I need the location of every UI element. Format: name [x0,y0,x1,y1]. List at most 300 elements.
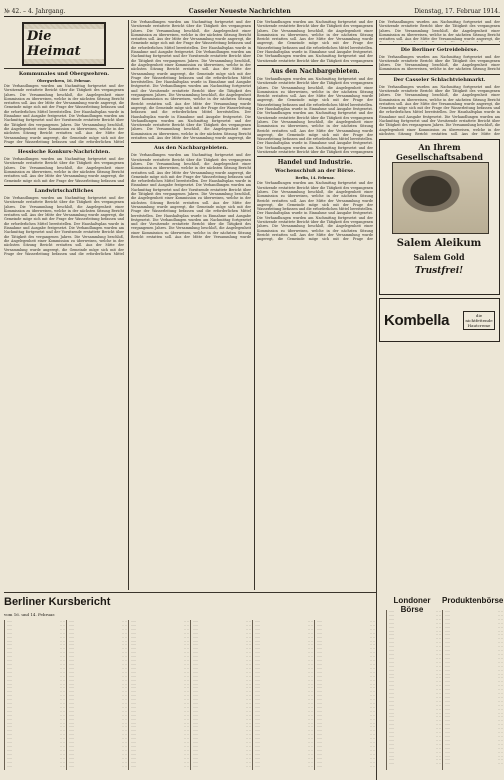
table-row: ····· ·· ·· [389,694,441,699]
table-row: ····· ·· ·· [255,708,313,713]
paper-title: Casseler Neueste Nachrichten [188,7,291,15]
table-row: ····· ·· ·· [389,675,441,680]
table-row: ····· ·· ·· [7,712,65,717]
produkten-table [442,610,503,770]
table-row: ····· ·· ·· [445,737,503,742]
table-row: ····· ·· ·· [255,673,313,678]
table-row: ····· ·· ·· [255,763,313,768]
table-row: ····· ·· ·· [445,655,503,660]
table-row: ····· ·· ·· [131,638,189,643]
table-row: ····· ·· ·· [7,736,65,741]
table-row: ····· ·· ·· [445,734,503,738]
table-row: ····· ·· ·· [317,658,375,663]
table-row: ····· ·· ·· [317,689,375,694]
table-row: ····· ·· ·· [193,673,251,678]
table-row: ····· ·· ·· [193,677,251,682]
table-row: ····· ·· ·· [445,761,503,766]
table-row: ····· ·· ·· [389,616,441,621]
table-row: ····· ·· ·· [7,728,65,733]
table-row: ····· ·· ·· [255,740,313,745]
table-row: ····· ·· ·· [255,716,313,721]
table-row: ····· ·· ·· [7,642,65,647]
table-row: ····· ·· ·· [69,669,127,674]
table-row: ····· ·· ·· [445,722,503,727]
stock-table [128,620,189,770]
table-row: ····· ·· ·· [445,675,503,680]
table-row: ····· ·· ·· [445,702,503,707]
table-row: ····· ·· ·· [389,749,441,754]
table-row: ····· ·· ·· [131,716,189,721]
table-row: ····· ·· ·· [193,763,251,768]
table-row: ····· ·· ·· [389,706,441,711]
table-row: ····· ·· ·· [445,718,503,723]
table-row: ····· ·· ·· [7,665,65,670]
table-row: ····· ·· ·· [389,679,441,684]
table-row: ····· ·· ·· [389,663,441,668]
table-row: ····· ·· ·· [69,689,127,694]
article-text: Die Verhandlungen wurden am Nachmittag fortgesetzt und der Vorsitzende erstattete Bericht über die Tätigkeit des vergangenen Jahres. Die Versammlung beschloß, die Angelegenheit einer Kommission zu überweisen, welche in der nächsten Sitzung Bericht erstatten soll. Aus der Mitte der Versammlung wurde angeregt, die Gemeinde möge sich mit der Frage der Wasserleitung befassen und die erforderlichen Mittel bereitstellen. Der Haushaltsplan wurde in Einnahme und Ausgabe festgesetzt. Die Verhandlungen wurden am Nachmittag fortgesetzt und der Vorsitzende erstattete Bericht über die Tätigkeit des vergangenen Jahres. Die Versammlung beschloß, die Angelegenheit einer Kommission zu überweisen, welche in der nächsten Sitzung Bericht erstatten soll. Aus der Mitte der Versammlung wurde angeregt, die Gemeinde möge sich mit der Frage der Wasserleitung befassen und die erforderlichen Mittel bereitstellen. Der Haushaltsplan wurde in Einnahme und Ausgabe festgesetzt. Die Verhandlungen wurden am Nachmittag fortgesetzt und der Vorsitzende erstattete Bericht über die Tätigkeit des vergangenen Jahres. Die Versammlung beschloß, die Angelegenheit einer Kommission zu überweisen, welche in der nächsten Sitzung Bericht erstatten soll. Aus der Mitte der Versammlung wurde angeregt, die Gemeinde möge sich mit der Frage der Wasserleitung befassen und die erforderlichen Mittel bereitstellen. Der Haushaltsplan wurde in Einnahme und Ausgabe festgesetzt. Die Verhandlungen wurden am Nachmittag fortgesetzt und der Vorsitzende erstattete Bericht über die Tätigkeit des vergangenen Jahres. Die Versammlung beschloß, die Angelegenheit einer Kommission zu überweisen, welche in der nächsten Sitzung Bericht erstatten soll. Aus der Mitte der Versammlung wurde angeregt, die [131,20,251,141]
table-row: ····· ·· ·· [69,681,127,686]
table-row: ····· ·· ·· [131,712,189,717]
stock-table [190,620,251,770]
table-row: ····· ·· ·· [69,712,127,717]
table-row: ····· ·· ·· [389,753,441,758]
table-row: ····· ·· ·· [389,667,441,672]
advert-brand-secondary: Salem Gold [413,252,465,263]
table-row: ····· ·· ·· [389,632,441,637]
table-row: ····· ·· ·· [131,763,189,768]
table-row: ····· ·· ·· [255,689,313,694]
table-row: ····· ·· ·· [131,751,189,756]
table-row: ····· ·· ·· [69,716,127,721]
table-row: ····· ·· ·· [445,679,503,684]
table-row: ····· ·· ·· [389,726,441,731]
table-row: ····· ·· ·· [389,691,441,696]
table-row: ····· ·· ·· [193,665,251,670]
table-row: ····· ·· ·· [389,628,441,633]
table-row: ····· ·· ·· [389,610,441,613]
table-row: ····· ·· ·· [255,759,313,764]
table-row: ····· ·· ·· [445,659,503,664]
table-row: ····· ·· ·· [193,646,251,651]
table-row: ····· ·· ·· [317,744,375,748]
table-row: ····· ·· ·· [69,665,127,670]
table-row: ····· ·· ·· [317,704,375,709]
table-row: ····· ·· ·· [131,736,189,741]
table-row: ····· ·· ·· [131,728,189,733]
table-row: ····· ·· ·· [317,634,375,639]
section-heading: Aus den Nachbargebieten. [153,145,229,152]
table-row: ····· ·· ·· [317,716,375,721]
table-row: ····· ·· ·· [193,724,251,729]
table-row: ····· ·· ·· [445,648,503,653]
table-row: ····· ·· ·· [7,708,65,713]
table-row: ····· ·· ·· [445,741,503,746]
table-row: ····· ·· ·· [255,736,313,741]
table-row: ····· ·· ·· [317,646,375,651]
table-row: ····· ·· ·· [317,681,375,686]
table-row: ····· ·· ·· [445,757,503,762]
table-row: ····· ·· ·· [317,728,375,733]
table-row: ····· ·· ·· [317,701,375,706]
table-row: ····· ·· ·· [389,651,441,656]
table-row: ····· ·· ·· [389,683,441,688]
table-row: ····· ·· ·· [317,630,375,635]
table-row: ····· ·· ·· [69,755,127,760]
table-row: ····· ·· ·· [7,620,65,623]
table-row: ····· ·· ·· [131,747,189,752]
table-row: ····· ·· ·· [255,677,313,682]
advert-brand: Salem Aleikum [396,238,482,250]
table-row: ····· ·· ·· [69,724,127,729]
advert-headline: An Ihrem Gesellschaftsabend [396,142,483,163]
table-row: ····· ·· ·· [317,661,375,666]
table-row: ····· ·· ·· [7,720,65,725]
table-row: ····· ·· ·· [193,630,251,635]
table-row: ····· ·· ·· [131,697,189,702]
table-row: ····· ·· ·· [69,720,127,725]
table-row: ····· ·· ·· [389,737,441,742]
column-rule [254,20,255,590]
table-row: ····· ·· ·· [317,755,375,760]
table-row: ····· ·· ·· [389,612,441,617]
table-row: ····· ·· ·· [255,728,313,733]
berlin-kursbericht-title: Berliner Kursbericht [4,596,111,608]
table-row: ····· ·· ·· [255,661,313,666]
table-row: ····· ·· ·· [7,747,65,752]
table-row: ····· ·· ·· [193,708,251,713]
advert-slogan: Trustfrei! [414,266,464,277]
table-row: ····· ·· ·· [131,622,189,627]
table-row: ····· ·· ·· [7,622,65,627]
table-row: ····· ·· ·· [445,651,503,656]
table-row: ····· ·· ·· [317,724,375,729]
table-row: ····· ·· ·· [7,704,65,709]
table-row: ····· ·· ·· [317,740,375,745]
table-row: ····· ·· ·· [389,761,441,766]
section-heading: Kommunales und Obergwehren. [18,71,110,77]
table-row: ····· ·· ·· [389,722,441,727]
table-row: ····· ·· ·· [193,661,251,666]
table-row: ····· ·· ·· [389,741,441,746]
table-row: ····· ·· ·· [255,720,313,725]
table-row: ····· ·· ·· [69,759,127,764]
table-row: ····· ·· ·· [7,673,65,678]
advert-badge: die nichtfettende Hautcreme [463,311,495,330]
table-row: ····· ·· ·· [255,650,313,655]
table-row: ····· ·· ·· [389,730,441,735]
table-row: ····· ·· ·· [7,658,65,663]
table-row: ····· ·· ·· [445,620,503,625]
table-row: ····· ·· ·· [193,642,251,647]
table-row: ····· ·· ·· [7,646,65,651]
table-row: ····· ·· ·· [131,665,189,670]
article-text: Die Verhandlungen wurden am Nachmittag fortgesetzt und der Vorsitzende erstattete Bericht über die Tätigkeit des vergangenen Jahres. Die Versammlung beschloß, die Angelegenheit einer Kommission zu überweisen, welche in der nächsten Sitzung Bericht erstatten soll. Aus der Mitte der Versammlung wurde angeregt, die Gemeinde möge sich mit der Frage der Wasserleitung befassen und die erforderlichen Mittel bereitstellen. Der Haushaltsplan wurde in Einnahme und Ausgabe festgesetzt. Die Verhandlungen wurden am Nachmittag fortgesetzt und der Vorsitzende erstattete Bericht über die Tätigkeit des vergangenen Jahres. Die Versammlung beschloß, die Angelegenheit einer Kommission zu überweisen, welche in der nächsten Sitzung Bericht erstatten soll. Aus der Mitte der Versammlung wurde angeregt, die Gemeinde möge sich mit der Frage der [257,181,373,242]
section-heading: Hessische Konkurs-Nachrichten. [17,149,111,156]
advert-illustration [392,162,489,234]
table-row: ····· ·· ·· [131,646,189,651]
table-row: ····· ·· ·· [445,671,503,676]
table-row: ····· ·· ·· [7,763,65,768]
table-row: ····· ·· ·· [445,612,503,617]
table-row: ····· ·· ·· [69,728,127,733]
table-row: ····· ·· ·· [69,658,127,663]
table-row: ····· ·· ·· [7,751,65,756]
dateline: Obergwehren, 16. Februar. [37,79,91,83]
section-heading: Handel und Industrie. [277,159,353,167]
article-text: Die Verhandlungen wurden am Nachmittag fortgesetzt und der Vorsitzende erstattete Bericht über die Tätigkeit des vergangenen Jahres. Die Versammlung beschloß, die Angelegenheit einer Kommission zu überweisen, welche in der nächsten Sitzung Bericht erstatten soll. Aus der Mitte der Versammlung wurde angeregt, die Gemeinde möge sich mit der Frage der Wasserleitung befassen und die erforderlichen Mittel bereitstellen. Der Haushaltsplan wurde in Einnahme und Ausgabe festgesetzt. Die Verhandlungen wurden am Nachmittag fortgesetzt und der Vorsitzende erstattete Bericht über die Tätigkeit des vergangenen Jahres. Die Versammlung beschloß, die Angelegenheit einer Kommission zu überweisen, welche in der nächsten Sitzung Bericht erstatten soll. Aus der Mitte der Versammlung wurde angeregt, die Gemeinde möge sich mit der Frage der Wasserleitung befassen und die erforderlichen Mittel [4,84,124,144]
table-row: ····· ·· ·· [131,724,189,729]
table-row: ····· ·· ·· [317,638,375,643]
table-row: ····· ·· ·· [7,716,65,721]
table-row: ····· ·· ·· [193,681,251,686]
table-row: ····· ·· ·· [7,650,65,655]
section-heading: Die Berliner Getreidebörse. [400,46,479,53]
table-row: ····· ·· ·· [69,677,127,682]
table-row: ····· ·· ·· [193,720,251,725]
table-row: ····· ·· ·· [131,740,189,745]
table-row: ····· ·· ·· [193,751,251,756]
table-row: ····· ·· ·· [7,669,65,674]
table-row: ····· ·· ·· [193,740,251,745]
table-row: ····· ·· ·· [445,698,503,703]
table-row: ····· ·· ·· [131,677,189,682]
section-subheading: Wochenschluß an der Börse. [274,168,356,175]
table-row: ····· ·· ·· [69,673,127,678]
table-row: ····· ·· ·· [69,708,127,713]
stock-table [314,620,375,770]
table-row: ····· ·· ·· [255,755,313,760]
table-row: ····· ·· ·· [7,626,65,631]
table-row: ····· ·· ·· [131,681,189,686]
table-row: ····· ·· ·· [131,704,189,709]
table-row: ····· ·· ·· [255,751,313,756]
table-row: ····· ·· ·· [445,749,503,754]
table-row: ····· ·· ·· [7,689,65,694]
table-row: ····· ·· ·· [317,620,375,623]
table-row: ····· ·· ·· [131,732,189,737]
table-row: ····· ·· ·· [445,714,503,719]
table-row: ····· ·· ·· [389,687,441,692]
table-row: ····· ·· ·· [445,691,503,696]
table-row: ····· ·· ·· [131,708,189,713]
table-row: ····· ·· ·· [317,693,375,698]
table-row: ····· ·· ·· [69,638,127,643]
table-row: ····· ·· ·· [389,718,441,723]
table-row: ····· ·· ·· [69,622,127,627]
table-row: ····· ·· ·· [445,632,503,637]
berlin-kursbericht-subtitle: vom 16. und 14. Februar. [4,612,56,617]
table-row: ····· ·· ·· [389,757,441,762]
table-row: ····· ·· ·· [69,701,127,706]
article-text: Die Verhandlungen wurden am Nachmittag fortgesetzt und der Vorsitzende erstattete Bericht über die Tätigkeit des vergangenen Jahres. Die Versammlung beschloß, die Angelegenheit einer Kommission zu überweisen, welche in der nächsten Sitzung Bericht erstatten soll. Aus der Mitte der Versammlung wurde angeregt, die Gemeinde möge sich mit der Frage der Wasserleitung befassen und die erforderlichen Mittel bereitstellen. Der Haushaltsplan wurde in Einnahme und Ausgabe festgesetzt. Die Verhandlungen wurden am Nachmittag fortgesetzt und der Vorsitzende erstattete Bericht über die Tätigkeit des vergangenen Jahres. Die Versammlung beschloß, die Angelegenheit einer Kommission zu überweisen, welche in der nächsten Sitzung Bericht erstatten soll. Aus der Mitte der Versammlung wurde angeregt, die Gemeinde möge sich mit der Frage der Wasserleitung befassen und die erforderlichen Mittel [4,195,124,256]
table-row: ····· ·· ·· [255,646,313,651]
table-row: ····· ·· ·· [7,759,65,764]
table-row: ····· ·· ·· [445,636,503,641]
table-row: ····· ·· ·· [7,638,65,643]
cigarette-advert [379,139,500,295]
table-row: ····· ·· ·· [255,665,313,670]
table-row: ····· ·· ·· [255,642,313,647]
column-1 [4,20,124,590]
table-row: ····· ·· ·· [389,620,441,625]
table-row: ····· ·· ·· [193,697,251,702]
table-row: ····· ·· ·· [445,745,503,750]
table-row: ····· ·· ·· [131,654,189,659]
table-row: ····· ·· ·· [389,648,441,653]
table-row: ····· ·· ·· [7,693,65,698]
table-row: ····· ·· ·· [7,654,65,659]
table-row: ····· ·· ·· [131,720,189,725]
table-row: ····· ·· ·· [69,654,127,659]
table-row: ····· ·· ·· [69,693,127,698]
table-row: ····· ·· ·· [255,693,313,698]
produktenboerse-title: Produktenbörse [442,596,504,605]
table-row: ····· ·· ·· [389,624,441,629]
london-table [386,610,441,770]
section-rule [4,592,376,593]
table-row: ····· ·· ·· [69,661,127,666]
table-row: ····· ·· ·· [131,693,189,698]
table-row: ····· ·· ·· [193,759,251,764]
table-row: ····· ·· ·· [69,630,127,635]
table-row: ····· ·· ·· [389,671,441,676]
table-row: ····· ·· ·· [193,728,251,733]
table-row: ····· ·· ·· [445,730,503,735]
table-row: ····· ·· ·· [389,644,441,649]
table-row: ····· ·· ·· [445,616,503,621]
table-row: ····· ·· ·· [255,658,313,663]
table-row: ····· ·· ·· [7,681,65,686]
table-row: ····· ·· ·· [445,706,503,711]
column-3 [257,20,373,590]
table-row: ····· ·· ·· [317,708,375,713]
table-row: ····· ·· ·· [193,638,251,643]
dateline: Berlin, 14. Februar. [295,176,335,181]
table-row: ····· ·· ·· [131,669,189,674]
table-row: ····· ·· ·· [317,747,375,752]
heimat-masthead [22,22,106,66]
table-row: ····· ·· ·· [389,636,441,641]
table-row: ····· ·· ·· [317,626,375,631]
table-row: ····· ·· ·· [193,620,251,623]
table-row: ····· ·· ·· [389,640,441,645]
table-row: ····· ·· ·· [255,732,313,737]
table-row: ····· ·· ·· [7,755,65,760]
table-row: ····· ·· ·· [7,724,65,729]
table-row: ····· ·· ·· [389,745,441,750]
table-row: ····· ·· ·· [7,661,65,666]
table-row: ····· ·· ·· [317,751,375,756]
table-row: ····· ·· ·· [445,667,503,672]
table-row: ····· ·· ·· [131,755,189,760]
table-row: ····· ·· ·· [193,650,251,655]
table-row: ····· ·· ·· [445,640,503,645]
issue-date: Dienstag, 17. Februar 1914. [414,7,500,15]
table-row: ····· ·· ·· [7,732,65,737]
table-row: ····· ·· ·· [317,712,375,717]
table-row: ····· ·· ·· [193,732,251,737]
table-row: ····· ·· ·· [193,716,251,721]
table-row: ····· ·· ·· [445,710,503,715]
column-rule [376,20,377,780]
issue-number: № 42. – 4. Jahrgang. [4,7,66,15]
table-row: ····· ·· ·· [193,634,251,639]
table-row: ····· ·· ·· [69,697,127,702]
advert-brand: Kombella [384,311,450,329]
table-row: ····· ·· ·· [193,712,251,717]
table-row: ····· ·· ·· [131,673,189,678]
heimat-title: Die Heimat [24,29,104,59]
table-row: ····· ·· ·· [445,683,503,688]
table-row: ····· ·· ·· [255,626,313,631]
table-row: ····· ·· ·· [7,701,65,706]
table-row: ····· ·· ·· [317,677,375,682]
table-row: ····· ·· ·· [69,740,127,745]
table-row: ····· ·· ·· [131,650,189,655]
table-row: ····· ·· ·· [317,673,375,678]
table-row: ····· ·· ·· [193,744,251,748]
table-row: ····· ·· ·· [389,710,441,715]
table-row: ····· ·· ·· [69,626,127,631]
table-row: ····· ·· ·· [69,646,127,651]
page-header [4,6,500,17]
table-row: ····· ·· ·· [317,650,375,655]
table-row: ····· ·· ·· [445,687,503,692]
table-row: ····· ·· ·· [255,630,313,635]
table-row: ····· ·· ·· [255,744,313,748]
table-row: ····· ·· ·· [69,747,127,752]
table-row: ····· ·· ·· [255,697,313,702]
table-row: ····· ·· ·· [131,620,189,623]
table-row: ····· ·· ·· [69,642,127,647]
table-row: ····· ·· ·· [69,685,127,690]
section-heading: Landwirtschaftliches [34,187,94,194]
stock-table [4,620,65,770]
table-row: ····· ·· ·· [7,630,65,635]
article-text: Die Verhandlungen wurden am Nachmittag fortgesetzt und der Vorsitzende erstattete Bericht über die Tätigkeit des vergangenen Jahres. Die Versammlung beschloß, die Angelegenheit einer Kommission zu überweisen, welche in der nächsten Sitzung Bericht erstatten soll. Aus der Mitte der Versammlung wurde angeregt, die Gemeinde möge sich mit der Frage der Wasserleitung befassen und [4,157,124,183]
table-row: ····· ·· ·· [69,736,127,741]
table-row: ····· ·· ·· [131,685,189,690]
table-row: ····· ·· ·· [193,689,251,694]
table-row: ····· ·· ·· [255,669,313,674]
table-row: ····· ·· ·· [193,685,251,690]
table-row: ····· ·· ·· [445,624,503,629]
table-row: ····· ·· ·· [131,658,189,663]
table-row: ····· ·· ·· [69,650,127,655]
table-row: ····· ·· ·· [193,658,251,663]
table-row: ····· ·· ·· [193,626,251,631]
table-row: ····· ·· ·· [7,677,65,682]
table-row: ····· ·· ·· [69,704,127,709]
table-row: ····· ·· ·· [7,685,65,690]
table-row: ····· ·· ·· [255,712,313,717]
table-row: ····· ·· ·· [255,622,313,627]
article-text: Die Verhandlungen wurden am Nachmittag fortgesetzt und der Vorsitzende erstattete Bericht über die Tätigkeit des vergangenen Jahres. Die Versammlung beschloß, die Angelegenheit einer Kommission zu überweisen, welche in der nächsten Sitzung Bericht erstatten soll. Aus der Mitte der Versammlung wurde angeregt, die Gemeinde möge sich mit der Frage der Wasserleitung befassen und die erforderlichen Mittel bereitstellen. Der Haushaltsplan wurde in Einnahme und Ausgabe festgesetzt. Die Verhandlungen wurden am Nachmittag fortgesetzt und der Vorsitzende erstattete Bericht über die Tätigkeit des vergangenen Jahres. Die Versammlung beschloß, die Angelegenheit einer Kommission zu überweisen, welche in der nächsten Sitzung Bericht erstatten soll. Aus der Mitte der Versammlung wurde angeregt, die Gemeinde möge sich mit der Frage der Wasserleitung befassen und die erforderlichen Mittel bereitstellen. Der Haushaltsplan wurde in Einnahme und Ausgabe festgesetzt. Die Verhandlungen wurden am Nachmittag fortgesetzt und der Vorsitzende erstattete Bericht über die Tätigkeit des vergangenen [257,77,373,155]
stock-table [66,620,127,770]
table-row: ····· ·· ·· [255,620,313,623]
table-row: ····· ·· ·· [69,634,127,639]
table-row: ····· ·· ·· [445,644,503,649]
table-row: ····· ·· ·· [131,661,189,666]
table-row: ····· ·· ·· [7,740,65,745]
article-text: Die Verhandlungen wurden am Nachmittag fortgesetzt und der Vorsitzende erstattete Bericht über die Tätigkeit des vergangenen Jahres. Die Versammlung beschloß, die Angelegenheit einer Kommission zu überweisen, welche in der nächsten Sitzung Bericht erstatten soll. Aus der Mitte der Versammlung wurde angeregt, die Gemeinde möge sich mit der Frage der Wasserleitung befassen und die erforderlichen Mittel bereitstellen. Der Haushaltsplan wurde in Einnahme und Ausgabe festgesetzt. Die Verhandlungen wurden am Nachmittag fortgesetzt und der Vorsitzende erstattete Bericht über die Tätigkeit des vergangenen [257,20,373,63]
table-row: ····· ·· ·· [317,642,375,647]
table-row: ····· ·· ·· [193,693,251,698]
article-text: Die Verhandlungen wurden am Nachmittag fortgesetzt und der Vorsitzende erstattete Bericht über die Tätigkeit des vergangenen Jahres. Die Versammlung beschloß, die Angelegenheit einer Kommission zu überweisen, welche in der nächsten Sitzung Bericht [379,54,500,72]
table-row: ····· ·· ·· [317,665,375,670]
section-heading: Aus den Nachbargebieten. [270,68,360,75]
